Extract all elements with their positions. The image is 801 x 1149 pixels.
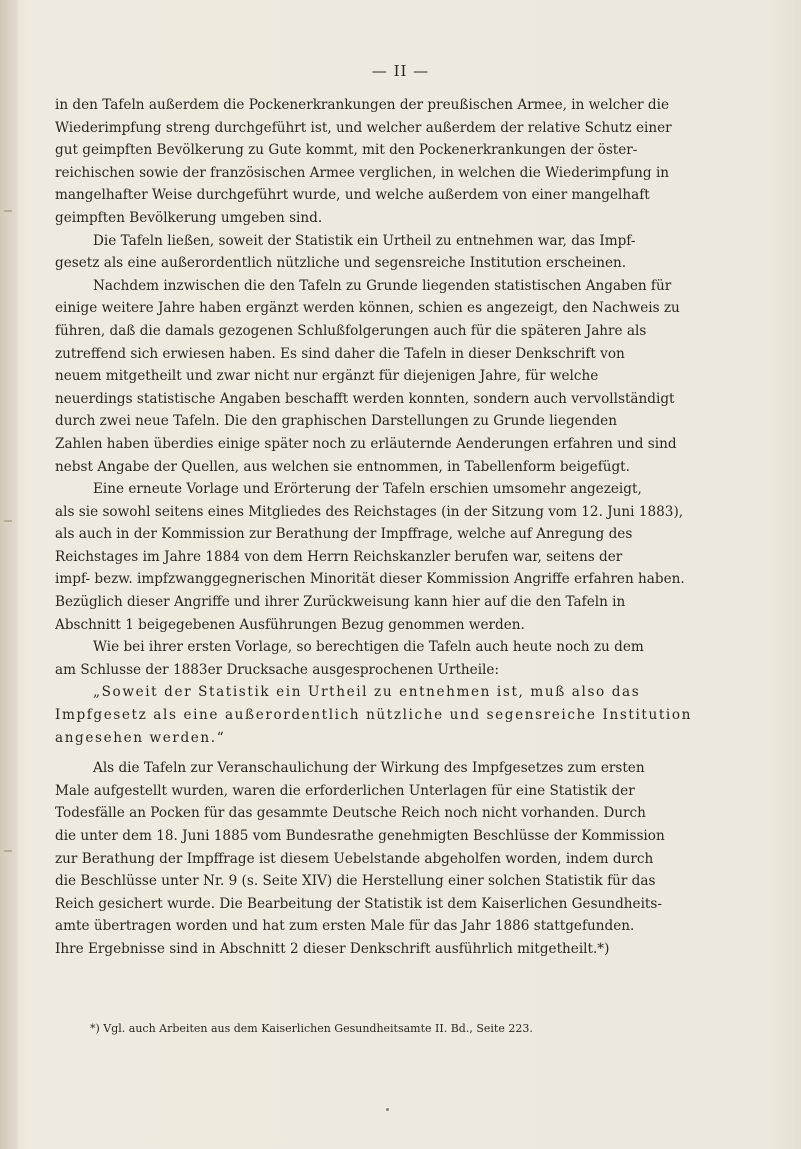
binding-edge <box>0 0 18 1149</box>
binding-mark <box>4 850 12 852</box>
text-line: nebst Angabe der Quellen, aus welchen sie entnommen, in Tabellenform beigefügt. <box>55 458 630 475</box>
text-line: gesetz als eine außerordentlich nützliche und segensreiche Institution erscheinen. <box>55 255 627 272</box>
text-line: neuerdings statistische Angaben beschafft werden konnten, sondern auch vervollständigt <box>55 390 675 407</box>
text-line: impf- bezw. impfzwanggegnerischen Minorität dieser Kommission Angriffe erfahren haben. <box>55 571 685 588</box>
text-line: in den Tafeln außerdem die Pockenerkrankungen der preußischen Armee, in welcher die <box>55 97 670 113</box>
text-line: Als die Tafeln zur Veranschaulichung der Wirkung des Impfgesetzes zum ersten <box>93 760 645 777</box>
footnote: *) Vgl. auch Arbeiten aus dem Kaiserlichen Gesundheitsamte II. Bd., Seite 223. <box>90 1022 533 1035</box>
text-line: als auch in der Kommission zur Berathung der Impffrage, welche auf Anregung des <box>55 526 633 543</box>
paragraph-gap <box>55 749 765 757</box>
text-line: zutreffend sich erwiesen haben. Es sind daher die Tafeln in dieser Denkschrift von <box>55 345 625 362</box>
text-line: neuem mitgetheilt und zwar nicht nur ergänzt für diejenigen Jahre, für welche <box>55 368 599 385</box>
text-line: Nachdem inzwischen die den Tafeln zu Grunde liegenden statistischen Angaben für <box>93 277 672 294</box>
quote-line: „Soweit der Statistik ein Urtheil zu entnehmen ist, muß also das <box>93 684 641 701</box>
page-number: — II — <box>371 62 430 80</box>
text-line: Bezüglich dieser Angriffe und ihrer Zurückweisung kann hier auf die den Tafeln in <box>55 594 626 611</box>
text-line: mangelhafter Weise durchgeführt wurde, und welche außerdem von einer mangelhaft <box>55 187 650 204</box>
quote-line: angesehen werden.“ <box>55 729 226 746</box>
text-line: reichischen sowie der französischen Armee verglichen, in welchen die Wiederimpfung in <box>55 164 670 181</box>
body-text <box>55 94 765 961</box>
binding-mark <box>4 520 12 522</box>
text-line: Eine erneute Vorlage und Erörterung der Tafeln erschien umsomehr angezeigt, <box>93 481 642 498</box>
text-line: Todesfälle an Pocken für das gesammte Deutsche Reich noch nicht vorhanden. Durch <box>55 805 646 822</box>
text-line: Male aufgestellt wurden, waren die erforderlichen Unterlagen für eine Statistik der <box>55 782 635 799</box>
text-line: Reichstages im Jahre 1884 von dem Herrn Reichskanzler berufen war, seitens der <box>55 548 623 565</box>
text-line: als sie sowohl seitens eines Mitgliedes des Reichstages (in der Sitzung vom 12. Juni 1883), <box>55 503 684 520</box>
text-line: durch zwei neue Tafeln. Die den graphischen Darstellungen zu Grunde liegenden <box>55 413 617 430</box>
binding-mark <box>4 210 12 212</box>
paper-speck <box>386 1108 389 1111</box>
text-line: führen, daß die damals gezogenen Schlußfolgerungen auch für die späteren Jahre als <box>55 322 647 339</box>
quote-line: Impfgesetz als eine außerordentlich nützliche und segensreiche Institution <box>55 707 692 724</box>
text-line: die unter dem 18. Juni 1885 vom Bundesrathe genehmigten Beschlüsse der Kommission <box>55 828 665 844</box>
text-line: Wiederimpfung streng durchgeführt ist, und welcher außerdem der relative Schutz einer <box>55 119 672 136</box>
text-line: amte übertragen worden und hat zum ersten Male für das Jahr 1886 stattgefunden. <box>55 918 635 935</box>
text-line: Die Tafeln ließen, soweit der Statistik ein Urtheil zu entnehmen war, das Impf- <box>93 232 636 249</box>
text-line: einige weitere Jahre haben ergänzt werden können, schien es angezeigt, den Nachweis zu <box>55 300 680 317</box>
text-line: Reich gesichert wurde. Die Bearbeitung der Statistik ist dem Kaiserlichen Gesundheits- <box>55 895 662 912</box>
text-line: am Schlusse der 1883er Drucksache ausgesprochenen Urtheile: <box>55 661 500 678</box>
text-line: Zahlen haben überdies einige später noch zu erläuternde Aenderungen erfahren und sind <box>55 435 677 452</box>
text-line: geimpften Bevölkerung umgeben sind. <box>55 209 323 226</box>
text-line: die Beschlüsse unter Nr. 9 (s. Seite XIV) die Herstellung einer solchen Statistik für das <box>55 873 656 890</box>
text-line: Ihre Ergebnisse sind in Abschnitt 2 dieser Denkschrift ausführlich mitgetheilt.*) <box>55 940 610 957</box>
text-line: Wie bei ihrer ersten Vorlage, so berechtigen die Tafeln auch heute noch zu dem <box>93 639 644 656</box>
text-line: Abschnitt 1 beigegebenen Ausführungen Bezug genommen werden. <box>55 616 525 633</box>
text-line: gut geimpften Bevölkerung zu Gute kommt, mit den Pockenerkrankungen der öster- <box>55 142 638 159</box>
text-line: zur Berathung der Impffrage ist diesem Uebelstande abgeholfen worden, indem durch <box>55 850 654 867</box>
